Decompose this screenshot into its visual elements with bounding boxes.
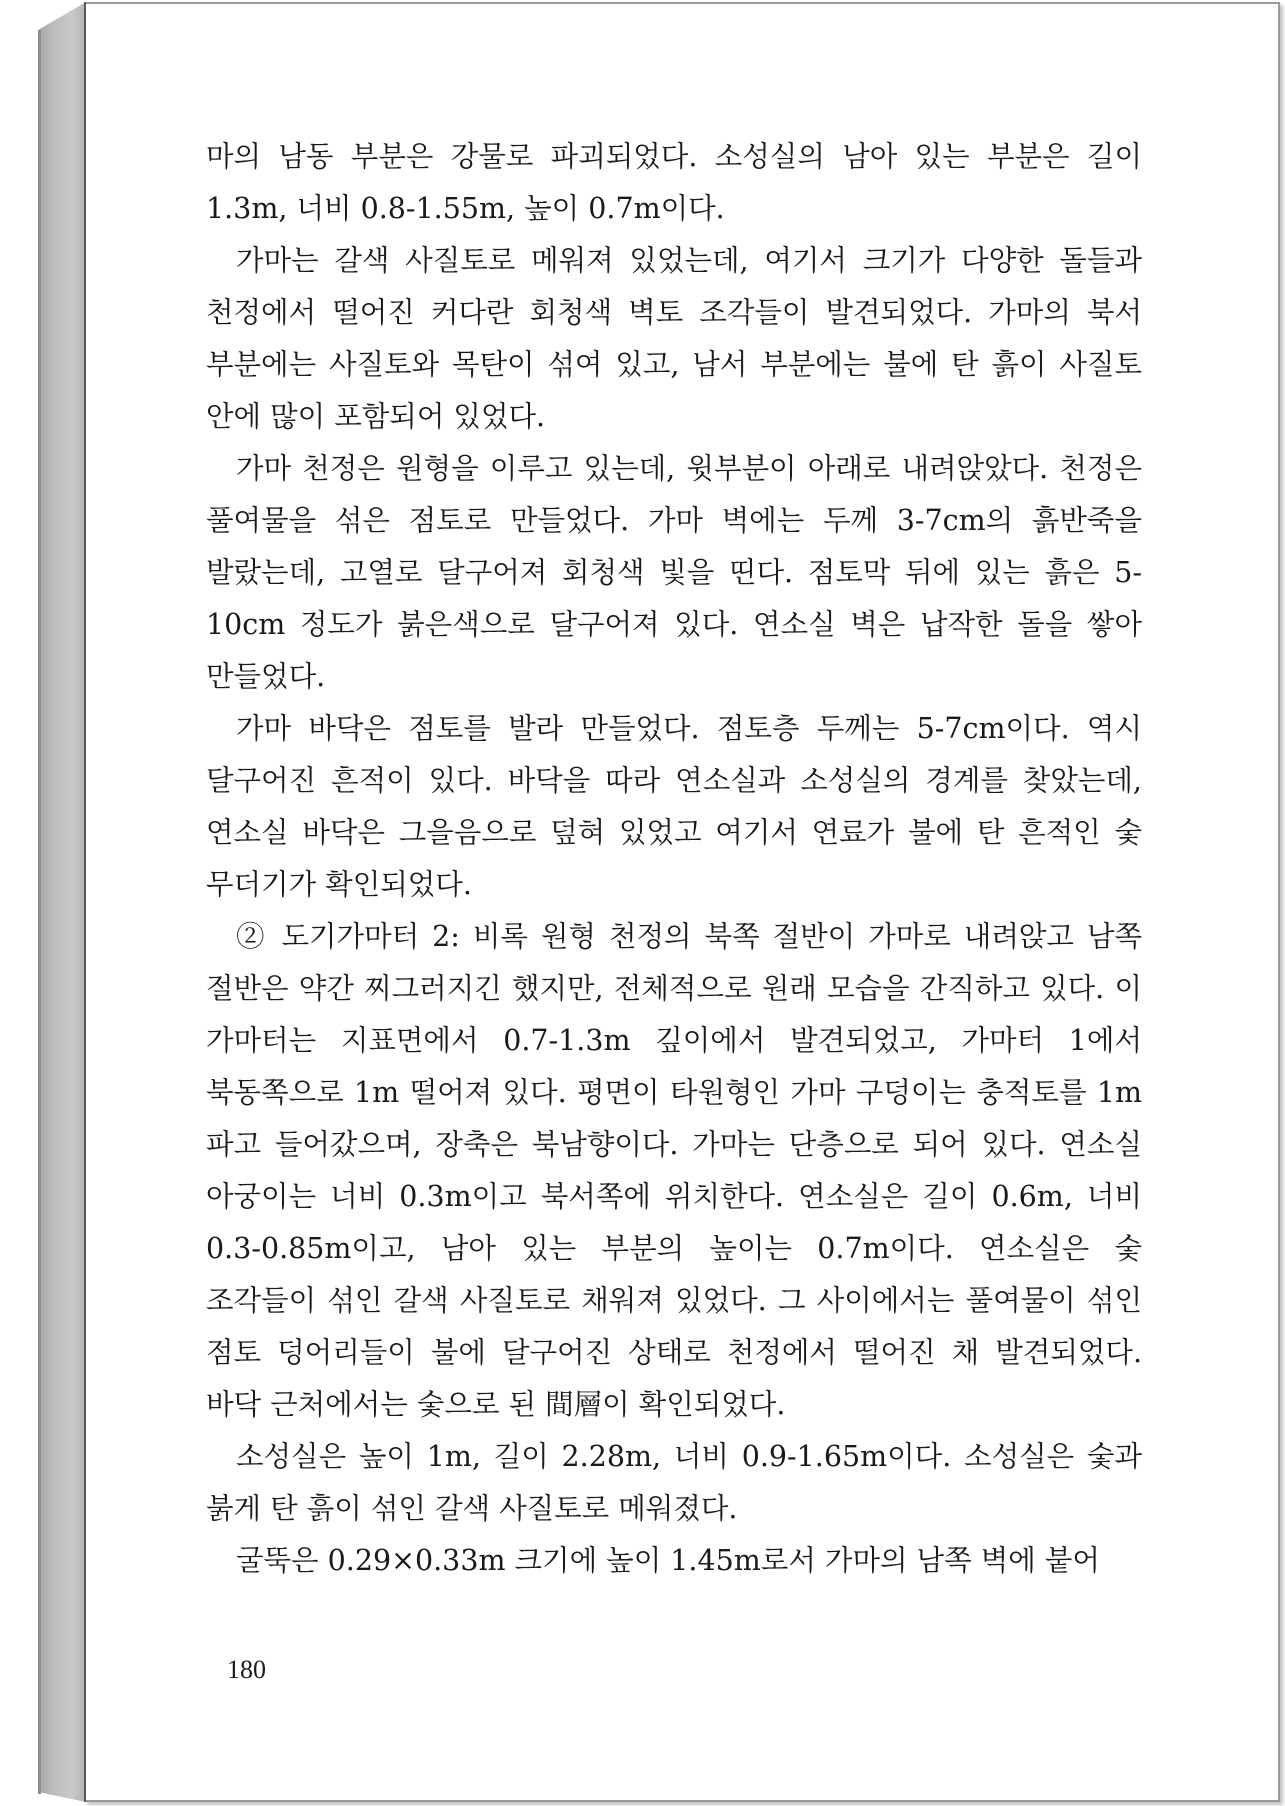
paragraph-kiln-fill: 가마는 갈색 사질토로 메워져 있었는데, 여기서 크기가 다양한 돌들과 천정에서 떨어진 커다란 회청색 벽토 조각들이 발견되었다. 가마의 북서 부분에는 사질토와 목탄이 섞여 있고, 남서 부분에는 불에 탄 흙이 사질토 안에 많이 포함되어 있었다. [206,244,1142,433]
paragraph-kiln-ceiling: 가마 천정은 원형을 이루고 있는데, 윗부분이 아래로 내려앉았다. 천정은 풀여물을 섞은 점토로 만들었다. 가마 벽에는 두께 3-7cm의 흙반죽을 발랐는데, 고열로 달구어져 회청색 빛을 띤다. 점토막 뒤에 있는 흙은 5-10cm 정도가 붉은색으로 달구어져 있다. 연소실 벽은 납작한 돌을 쌓아 만들었다. [206,452,1142,693]
body-text [206,131,1142,1587]
paragraph-chimney: 굴뚝은 0.29×0.33m 크기에 높이 1.45m로서 가마의 남쪽 벽에 붙어 [236,1544,1100,1577]
spine-edge [38,30,41,1794]
paragraph-continuation: 마의 남동 부분은 강물로 파괴되었다. 소성실의 남아 있는 부분은 길이 1.3m, 너비 0.8-1.55m, 높이 0.7m이다. [206,140,1142,225]
paragraph-firing-chamber: 소성실은 높이 1m, 길이 2.28m, 너비 0.9-1.65m이다. 소성실은 숯과 붉게 탄 흙이 섞인 갈색 사질토로 메워졌다. [206,1440,1142,1525]
page-number: 180 [227,1655,266,1684]
book-spine [38,2,86,1802]
paragraph-kiln-site-2: ② 도기가마터 2: 비록 원형 천정의 북쪽 절반이 가마로 내려앉고 남쪽 절반은 약간 찌그러지긴 했지만, 전체적으로 원래 모습을 간직하고 있다. 이 가마터는 지표면에서 0.7-1.3m 깊이에서 발견되었고, 가마터 1에서 북동쪽으로 1m 떨어져 있다. 평면이 타원형인 가마 구덩이는 충적토를 1m 파고 들어갔으며, 장축은 북남향이다. 가마는 단층으로 되어 있다. 연소실 아궁이는 너비 0.3m이고 북서쪽에 위치한다. 연소실은 길이 0.6m, 너비 0.3-0.85m이고, 남아 있는 부분의 높이는 0.7m이다. 연소실은 숯 조각들이 섞인 갈색 사질토로 채워져 있었다. 그 사이에서는 풀여물이 섞인 점토 덩어리들이 불에 달구어진 상태로 천정에서 떨어진 채 발견되었다. 바닥 근처에서는 숯으로 된 間層이 확인되었다. [206,920,1142,1421]
paragraph-kiln-floor: 가마 바닥은 점토를 발라 만들었다. 점토층 두께는 5-7cm이다. 역시 달구어진 흔적이 있다. 바닥을 따라 연소실과 소성실의 경계를 찾았는데, 연소실 바닥은 그을음으로 덮혀 있었고 여기서 연료가 불에 탄 흔적인 숯 무더기가 확인되었다. [206,712,1142,901]
page-binding-line [84,2,86,1802]
